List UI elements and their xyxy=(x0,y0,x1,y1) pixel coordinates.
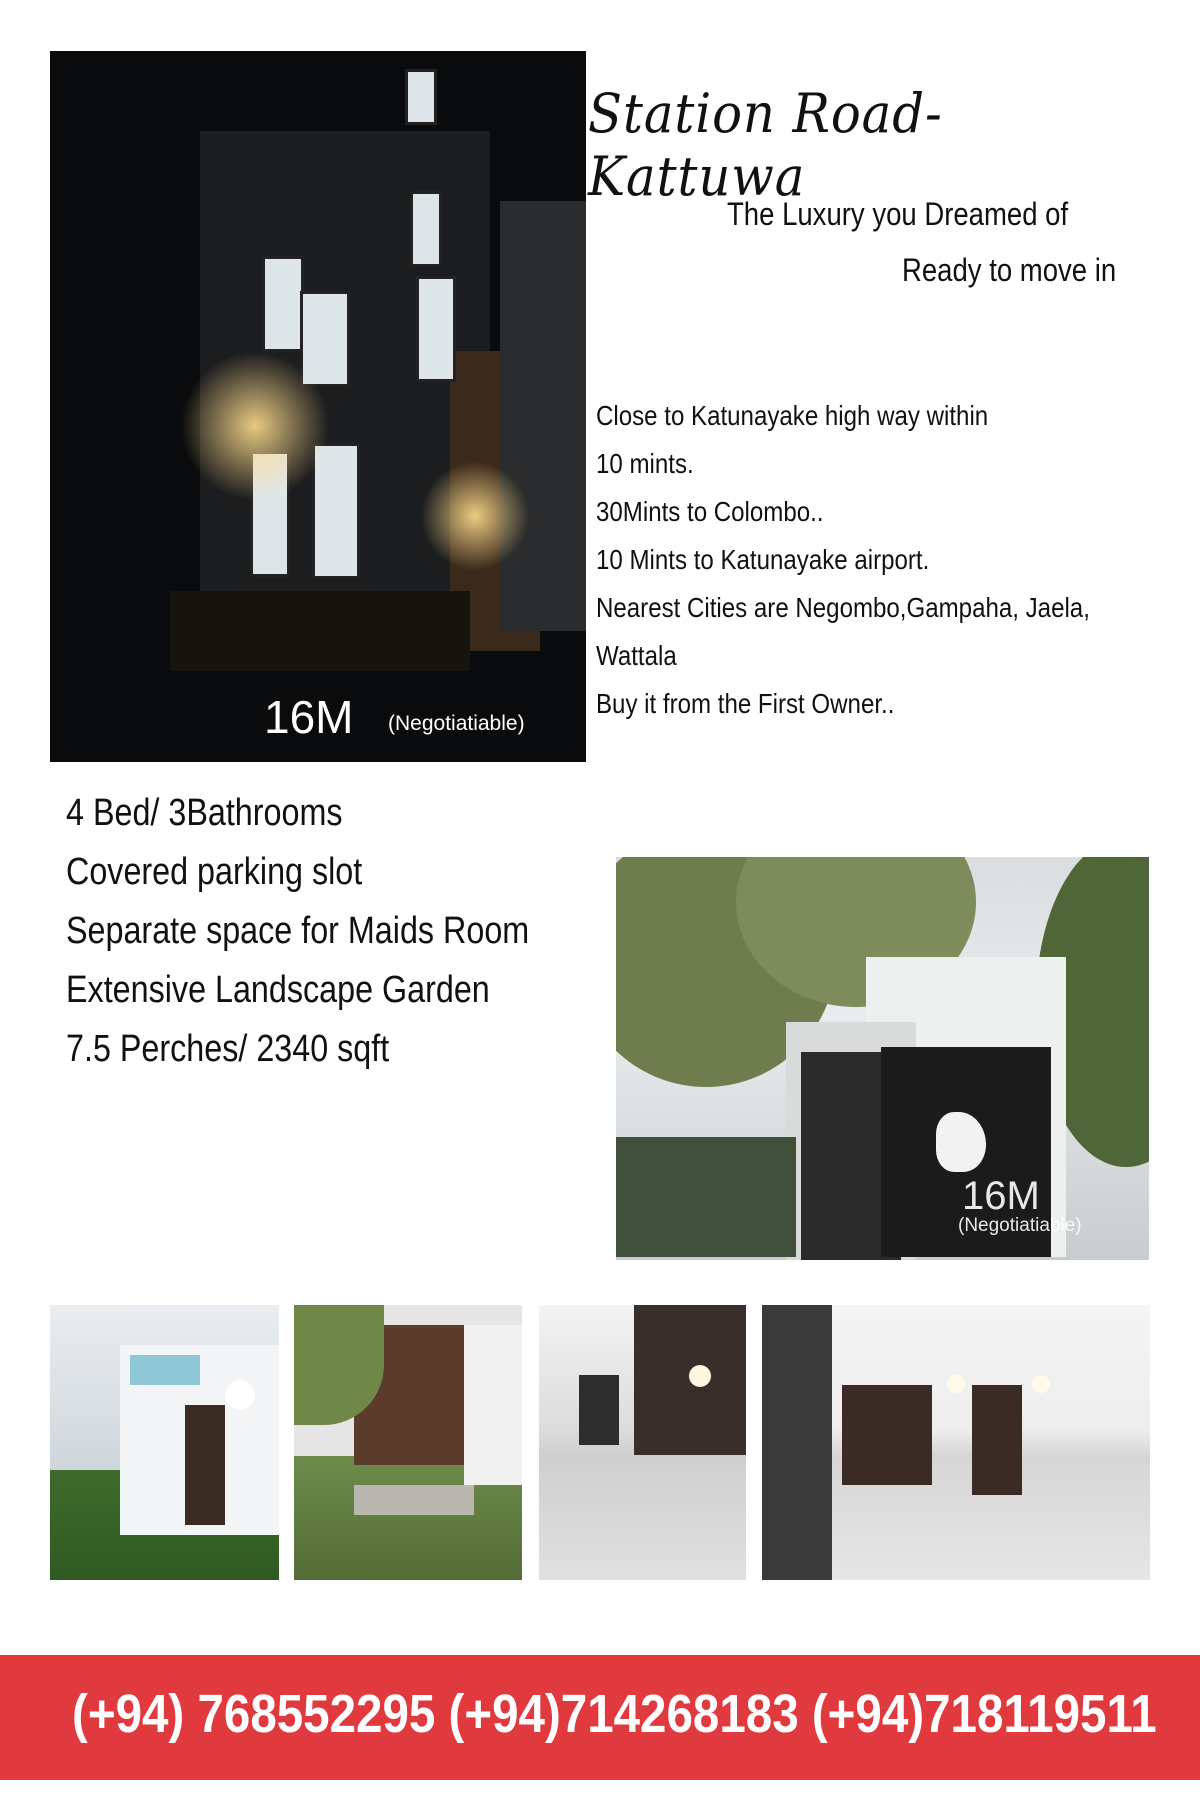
contact-phone-numbers: (+94) 768552295 (+94)714268183 (+94)718119511 xyxy=(72,1684,1157,1744)
feature-item: Nearest Cities are Negombo,Gampaha, Jaela, xyxy=(596,592,1090,623)
feature-item: 10 mints. xyxy=(596,448,694,479)
price-amount: 16M xyxy=(264,691,354,743)
spec-item: Separate space for Maids Room xyxy=(66,910,530,952)
spec-item: 4 Bed/ 3Bathrooms xyxy=(66,792,343,834)
price-note: (Negotiatiable) xyxy=(388,712,525,735)
house-night-photo xyxy=(50,51,586,762)
feature-item: 30Mints to Colombo.. xyxy=(596,496,824,527)
location-features xyxy=(596,392,1103,728)
feature-item: Buy it from the First Owner.. xyxy=(596,688,895,719)
thumbnail-courtyard xyxy=(294,1305,522,1580)
thumbnail-interior-hall xyxy=(762,1305,1150,1580)
property-specs xyxy=(66,784,529,1079)
feature-item: 10 Mints to Katunayake airport. xyxy=(596,544,930,575)
thumbnail-garden-side xyxy=(50,1305,279,1580)
listing-title: Station Road-Kattuwa xyxy=(588,82,943,208)
thumbnail-living-area xyxy=(539,1305,746,1580)
feature-item: Wattala xyxy=(596,640,677,671)
price-amount-overlay: 16M xyxy=(962,1174,1040,1218)
spec-item: 7.5 Perches/ 2340 sqft xyxy=(66,1028,390,1070)
spec-item: Extensive Landscape Garden xyxy=(66,969,490,1011)
tagline-line-1: The Luxury you Dreamed of xyxy=(727,196,1069,232)
tagline-line-2: Ready to move in xyxy=(902,252,1117,288)
house-day-photo xyxy=(616,857,1149,1260)
feature-item: Close to Katunayake high way within xyxy=(596,400,989,431)
price-note-overlay: (Negotiatiable) xyxy=(958,1215,1082,1236)
spec-item: Covered parking slot xyxy=(66,851,363,893)
